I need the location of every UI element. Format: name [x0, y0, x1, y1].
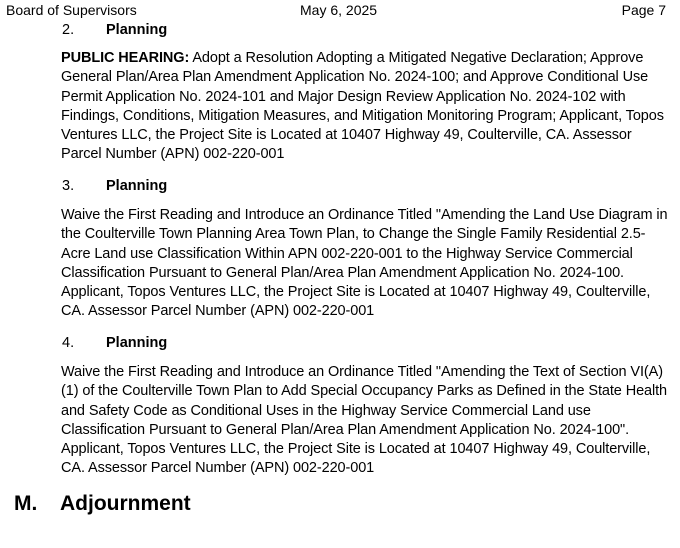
item-text: Waive the First Reading and Introduce an Ordinance Titled "Amending the Land Use Diagram in the Coulterville Town Planning Area Town Plan, to Change the Single Family Residential 2.5-Acre Land use Classification Within APN 002-220-001 to the Highway Service Commercial Classification Pursuant to General Plan/Area Plan Amendment Application No. 2024-100. Applicant, Topos Ventures LLC, the Project Site is Located at 10407 Highway 49, Coulterville, CA. Assessor Parcel Number (APN) 002-220-001	[61, 207, 668, 320]
item-text: Adopt a Resolution Adopting a Mitigated Negative Declaration; Approve General Plan/Area Plan Amendment Application No. 2024-100; and Approve Conditional Use Permit Application No. 2024-101 and Major Design Review Application No. 2024-102 with Findings, Conditions, Mitigation Measures, and Mitigation Monitoring Program; Applicant, Topos Ventures LLC, the Project Site is Located at 10407 Highway 49, Coulterville, CA. Assessor Parcel Number (APN) 002-220-001	[61, 50, 664, 163]
header-date: May 6, 2025	[300, 2, 378, 18]
section-title: Adjournment	[60, 492, 191, 515]
header-board-name: Board of Supervisors	[6, 2, 137, 18]
section-letter: M.	[14, 492, 38, 515]
page-header	[0, 0, 680, 20]
item-number: 3.	[62, 178, 75, 194]
agenda-item-description	[61, 206, 673, 322]
public-hearing-label: PUBLIC HEARING:	[61, 50, 190, 66]
agenda-item-description	[61, 49, 673, 165]
item-title: Planning	[106, 22, 168, 38]
agenda-item-heading	[62, 21, 167, 39]
section-heading	[14, 491, 191, 517]
header-page-number: Page 7	[621, 2, 666, 18]
item-title: Planning	[106, 178, 168, 194]
item-text: Waive the First Reading and Introduce an Ordinance Titled "Amending the Text of Section VI(A)(1) of the Coulterville Town Plan to Add Special Occupancy Parks as Defined in the State Health and Safety Code as Conditional Uses in the Highway Service Commercial Land use Classification Pursuant to General Plan/Area Plan Amendment Application No. 2024-100". Applicant, Topos Ventures LLC, the Project Site is Located at 10407 Highway 49, Coulterville, CA. Assessor Parcel Number (APN) 002-220-001	[61, 364, 668, 477]
agenda-item-heading	[62, 177, 167, 195]
item-number: 2.	[62, 22, 75, 38]
agenda-item-description	[61, 363, 673, 479]
item-number: 4.	[62, 335, 75, 351]
item-title: Planning	[106, 335, 168, 351]
agenda-item-heading	[62, 334, 167, 352]
